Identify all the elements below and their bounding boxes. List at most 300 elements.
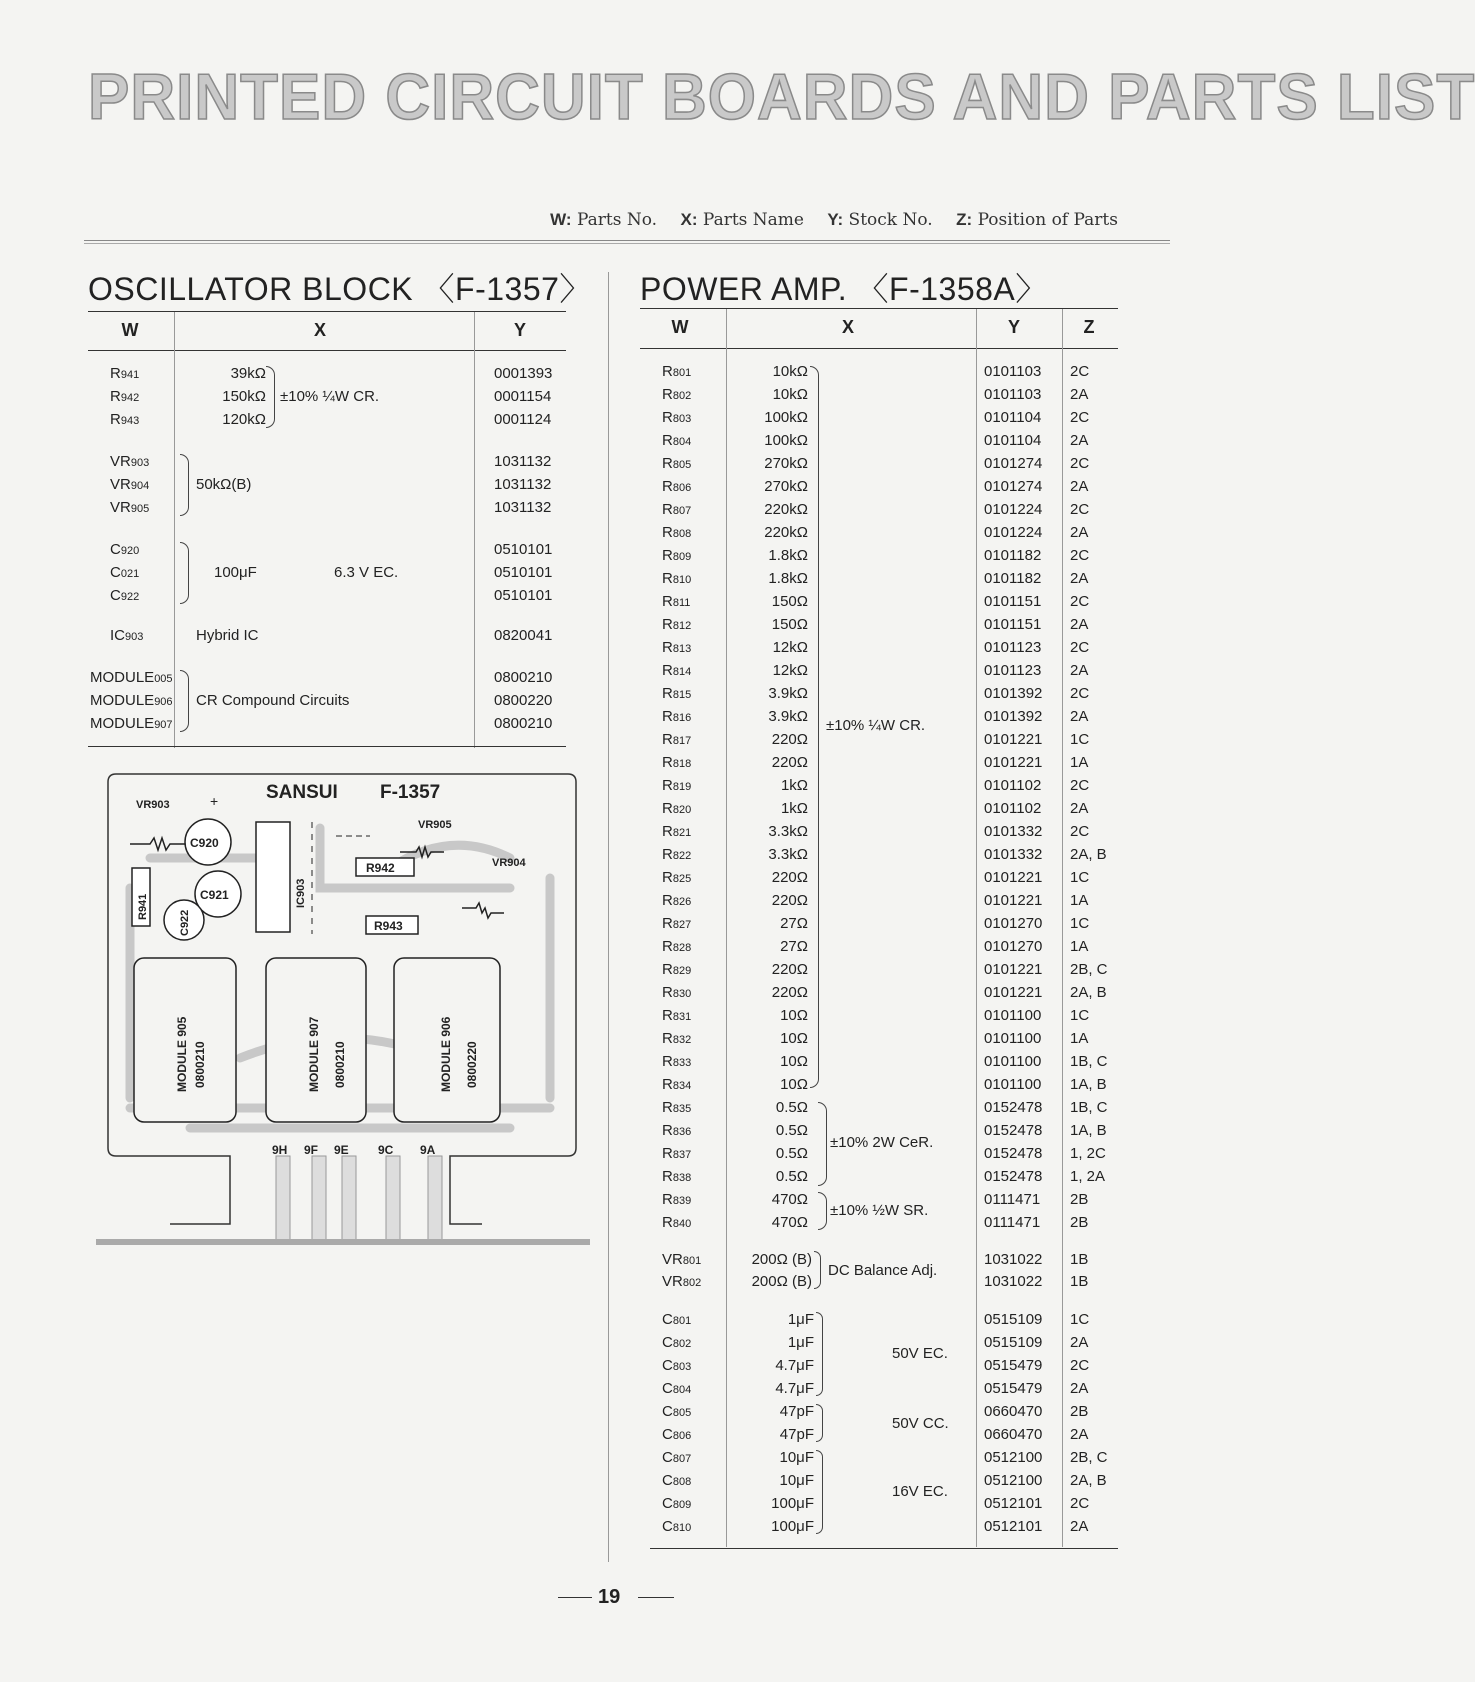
- stock-number: 0101392: [984, 708, 1043, 725]
- table-row: [662, 1517, 691, 1538]
- part-prefix: R: [662, 1076, 673, 1093]
- stock-number: 0515109: [984, 1311, 1043, 1328]
- label-r941: R941: [137, 893, 149, 920]
- part-prefix: C: [662, 1426, 673, 1443]
- position-code: 2C: [1070, 1357, 1090, 1374]
- group-brace: [180, 670, 189, 732]
- part-value: 270kΩ: [764, 478, 808, 495]
- stock-number: 0101182: [984, 570, 1042, 587]
- part-prefix: R: [662, 708, 673, 725]
- part-prefix: R: [662, 662, 673, 679]
- power-cap-spec-3: 16V EC.: [892, 1483, 948, 1500]
- stock-number: 0101100: [984, 1007, 1042, 1024]
- label-r943: R943: [374, 919, 403, 933]
- stock-number: 0101221: [984, 731, 1043, 748]
- table-row: [662, 1121, 691, 1142]
- part-spec-rating: 6.3 V EC.: [334, 564, 399, 581]
- stock-number: 0101102: [984, 777, 1042, 794]
- power-vr-spec: DC Balance Adj.: [828, 1262, 938, 1279]
- part-value: 27Ω: [780, 915, 808, 932]
- part-number: 840: [672, 1218, 692, 1230]
- table-row: [662, 845, 691, 866]
- table-row: [662, 776, 691, 797]
- stock-number: 0152478: [984, 1099, 1043, 1116]
- table-row: [662, 1448, 691, 1469]
- stock-number: 0510101: [494, 541, 553, 558]
- part-number: 818: [672, 758, 692, 770]
- table-row: [110, 540, 139, 561]
- part-number: 821: [672, 827, 692, 839]
- table-row: [110, 563, 139, 584]
- part-number: 802: [672, 390, 692, 402]
- part-value: 10μF: [779, 1472, 814, 1489]
- label-module-907-stock: 0800210: [333, 1041, 347, 1088]
- group-brace: [816, 1404, 823, 1442]
- table-row: [110, 387, 139, 408]
- part-prefix: C: [662, 1357, 673, 1374]
- connector-pin: [428, 1156, 442, 1244]
- part-value: 0.5Ω: [775, 1168, 808, 1185]
- legend-y-key: Y:: [827, 210, 844, 229]
- table-row: [662, 431, 691, 452]
- stock-number: 0101221: [984, 892, 1043, 909]
- position-code: 2A: [1070, 478, 1089, 495]
- part-prefix: MODULE: [90, 669, 155, 686]
- stock-number: 0101151: [984, 593, 1042, 610]
- group-brace: [180, 454, 189, 516]
- position-code: 1B: [1070, 1251, 1089, 1268]
- part-number: 803: [672, 413, 692, 425]
- part-spec: 100μF: [214, 564, 257, 581]
- legend-x-text: Parts Name: [702, 210, 804, 230]
- table-row: [110, 410, 139, 431]
- table-row: [662, 1006, 691, 1027]
- part-value: 47pF: [779, 1426, 814, 1443]
- group-brace: [814, 1251, 821, 1289]
- part-value: 1kΩ: [780, 777, 808, 794]
- power-header-x: X: [841, 317, 854, 337]
- part-number: 808: [672, 1476, 692, 1488]
- stock-number: 1031022: [984, 1273, 1043, 1290]
- stock-number: 0101100: [984, 1053, 1042, 1070]
- table-row: [90, 691, 173, 712]
- position-code: 2A: [1070, 616, 1089, 633]
- position-code: 1C: [1070, 915, 1090, 932]
- label-plus: +: [210, 793, 219, 809]
- position-code: 1C: [1070, 731, 1090, 748]
- legend-z-key: Z:: [956, 210, 973, 229]
- part-number: 801: [672, 1315, 692, 1327]
- position-code: 1C: [1070, 1311, 1090, 1328]
- group-brace: [816, 1312, 823, 1396]
- stock-number: 0800210: [494, 669, 553, 686]
- part-number: 814: [672, 666, 692, 678]
- table-row: [662, 891, 691, 912]
- position-code: 1A: [1070, 754, 1089, 771]
- position-code: 1B, C: [1070, 1053, 1108, 1070]
- part-number: 005: [154, 673, 173, 685]
- part-value: 3.9kΩ: [768, 708, 808, 725]
- label-module-905-stock: 0800210: [193, 1041, 207, 1088]
- part-prefix: R: [110, 365, 121, 382]
- part-prefix: R: [662, 892, 673, 909]
- position-code: 1A, B: [1070, 1122, 1107, 1139]
- power-cap-spec-1: 50V EC.: [892, 1345, 948, 1362]
- power-header-z: Z: [1083, 317, 1095, 337]
- position-code: 1, 2A: [1070, 1168, 1106, 1185]
- table-row: [662, 362, 691, 383]
- stock-number: 0101151: [984, 616, 1042, 633]
- label-module-905: MODULE 905: [175, 1016, 189, 1092]
- table-row: [662, 1272, 701, 1293]
- stock-number: 0101332: [984, 823, 1043, 840]
- position-code: 1A, B: [1070, 1076, 1107, 1093]
- position-code: 2A: [1070, 1334, 1089, 1351]
- stock-number: 0101270: [984, 915, 1043, 932]
- label-c922: C922: [179, 909, 191, 936]
- table-row: [90, 714, 173, 735]
- position-code: 2C: [1070, 685, 1090, 702]
- part-prefix: R: [662, 915, 673, 932]
- part-value: 1.8kΩ: [768, 547, 808, 564]
- table-row: [110, 452, 149, 473]
- stock-number: 0001124: [494, 411, 552, 428]
- stock-number: 0101332: [984, 846, 1043, 863]
- part-prefix: C: [662, 1495, 673, 1512]
- column-divider: [608, 272, 609, 1562]
- part-number: 833: [672, 1057, 692, 1069]
- legend-z-text: Position of Parts: [977, 210, 1118, 230]
- stock-number: 0515109: [984, 1334, 1043, 1351]
- stock-number: 0660470: [984, 1403, 1043, 1420]
- part-prefix: R: [662, 478, 673, 495]
- table-row: [662, 1333, 691, 1354]
- position-code: 2C: [1070, 501, 1090, 518]
- pin-9e: 9E: [334, 1143, 349, 1157]
- part-number: 943: [120, 415, 140, 427]
- part-value: 200Ω (B): [751, 1273, 812, 1290]
- part-prefix: R: [662, 754, 673, 771]
- part-prefix: R: [662, 1122, 673, 1139]
- pcb-diagram: [90, 768, 590, 1248]
- part-value: 1.8kΩ: [768, 570, 808, 587]
- table-row: [662, 615, 691, 636]
- column-legend: [550, 210, 1118, 230]
- part-value: 270kΩ: [764, 455, 808, 472]
- part-number: 805: [672, 1407, 692, 1419]
- part-prefix: R: [662, 1030, 673, 1047]
- label-ic903: IC903: [295, 878, 307, 908]
- position-code: 2B: [1070, 1403, 1089, 1420]
- part-value: 10Ω: [780, 1076, 808, 1093]
- part-prefix: R: [662, 386, 673, 403]
- part-number: 804: [672, 436, 692, 448]
- part-number: 822: [672, 850, 692, 862]
- stock-number: 0101221: [984, 961, 1043, 978]
- pin-9f: 9F: [304, 1143, 319, 1157]
- part-number: 802: [672, 1338, 692, 1350]
- part-number: 807: [672, 1453, 692, 1465]
- stock-number: 0101224: [984, 501, 1043, 518]
- part-prefix: R: [662, 593, 673, 610]
- legend-w-text: Parts No.: [576, 210, 658, 230]
- stock-number: 0512100: [984, 1472, 1043, 1489]
- part-prefix: R: [662, 455, 673, 472]
- part-value: 200Ω (B): [751, 1251, 812, 1268]
- position-code: 2C: [1070, 409, 1090, 426]
- table-row: [662, 914, 691, 935]
- part-value: 10kΩ: [772, 386, 808, 403]
- legend-w-key: W:: [550, 210, 572, 229]
- part-prefix: IC: [110, 627, 125, 644]
- part-prefix: VR: [110, 453, 131, 470]
- stock-number: 0152478: [984, 1122, 1043, 1139]
- page-number-rule-left: [558, 1597, 592, 1598]
- part-prefix: C: [110, 587, 121, 604]
- part-number: 904: [130, 480, 150, 492]
- part-value: 27Ω: [780, 938, 808, 955]
- part-value: 120kΩ: [222, 411, 266, 428]
- part-prefix: C: [662, 1311, 673, 1328]
- label-vr903: VR903: [136, 799, 170, 811]
- position-code: 2A: [1070, 662, 1089, 679]
- part-prefix: R: [662, 800, 673, 817]
- part-value: 470Ω: [771, 1191, 808, 1208]
- part-prefix: R: [662, 1191, 673, 1208]
- label-c920: C920: [190, 836, 219, 850]
- part-number: 805: [672, 459, 692, 471]
- part-number: 806: [672, 482, 692, 494]
- stock-number: 0660470: [984, 1426, 1043, 1443]
- part-value: 220Ω: [771, 869, 808, 886]
- stock-number: 0101123: [984, 639, 1042, 656]
- table-row: [110, 475, 149, 496]
- part-value: 10Ω: [780, 1007, 808, 1024]
- table-row: [662, 1494, 691, 1515]
- label-module-907: MODULE 907: [307, 1016, 321, 1092]
- position-code: 2B, C: [1070, 1449, 1108, 1466]
- power-col-sep-1: [726, 309, 727, 1547]
- pcb-brand: SANSUI: [266, 782, 338, 803]
- part-prefix: R: [662, 1099, 673, 1116]
- stock-number: 0101104: [984, 409, 1042, 426]
- connector-pin: [342, 1156, 356, 1244]
- part-number: 807: [672, 505, 692, 517]
- label-module-906-stock: 0800220: [465, 1041, 479, 1088]
- part-prefix: R: [662, 409, 673, 426]
- stock-number: 0515479: [984, 1357, 1043, 1374]
- position-code: 2A: [1070, 708, 1089, 725]
- part-prefix: VR: [110, 499, 131, 516]
- part-number: 801: [682, 1255, 702, 1267]
- part-value: 100μF: [771, 1518, 814, 1535]
- part-value: 4.7μF: [775, 1380, 814, 1397]
- part-prefix: R: [662, 1007, 673, 1024]
- table-row: [662, 408, 691, 429]
- stock-number: 0101270: [984, 938, 1043, 955]
- position-code: 1A: [1070, 1030, 1089, 1047]
- stock-number: 0101182: [984, 547, 1042, 564]
- part-value: 3.9kΩ: [768, 685, 808, 702]
- ic-ic903: [256, 822, 290, 932]
- part-value: Hybrid IC: [196, 627, 259, 644]
- group-brace: [266, 366, 275, 428]
- stock-number: 0101221: [984, 869, 1043, 886]
- part-number: 903: [125, 631, 144, 643]
- group-brace: [180, 542, 189, 604]
- part-value: 220kΩ: [764, 501, 808, 518]
- table-row: [662, 1425, 691, 1446]
- part-number: 907: [154, 719, 173, 731]
- osc-header-w: W: [121, 320, 139, 340]
- part-prefix: R: [662, 524, 673, 541]
- part-prefix: R: [110, 388, 121, 405]
- table-row: [662, 1250, 701, 1271]
- legend-y-text: Stock No.: [848, 210, 933, 230]
- part-prefix: C: [662, 1472, 673, 1489]
- osc-header-x: X: [313, 320, 326, 340]
- page-number: 19: [598, 1586, 621, 1608]
- table-row: [662, 1213, 691, 1234]
- stock-number: 0101103: [984, 363, 1042, 380]
- table-row: [662, 1402, 691, 1423]
- stock-number: 0101102: [984, 800, 1042, 817]
- part-number: 836: [672, 1126, 692, 1138]
- part-prefix: R: [662, 685, 673, 702]
- table-row: [110, 364, 139, 385]
- part-prefix: C: [662, 1380, 673, 1397]
- power-col-sep-2: [976, 309, 977, 1547]
- part-number: 838: [672, 1172, 692, 1184]
- stock-number: 0101274: [984, 478, 1043, 495]
- stock-number: 0101221: [984, 984, 1043, 1001]
- part-value: 10μF: [779, 1449, 814, 1466]
- position-code: 1C: [1070, 869, 1090, 886]
- part-prefix: R: [662, 1168, 673, 1185]
- part-prefix: C: [662, 1518, 673, 1535]
- stock-number: 0152478: [984, 1168, 1043, 1185]
- part-prefix: C: [110, 541, 121, 558]
- part-prefix: MODULE: [90, 715, 155, 732]
- group-brace: [818, 1102, 827, 1186]
- part-value: 220Ω: [771, 892, 808, 909]
- table-row: [110, 586, 139, 607]
- pcb-model: F-1357: [380, 782, 441, 803]
- table-row: [662, 500, 691, 521]
- part-value: 100kΩ: [764, 432, 808, 449]
- connector-pin: [386, 1156, 400, 1244]
- position-code: 1C: [1070, 1007, 1090, 1024]
- position-code: 2C: [1070, 1495, 1090, 1512]
- part-value: 100μF: [771, 1495, 814, 1512]
- stock-number: 0510101: [494, 587, 553, 604]
- table-row: [662, 1075, 691, 1096]
- stock-number: 0001154: [494, 388, 552, 405]
- osc-col-sep-2: [474, 312, 475, 748]
- group-brace: [810, 366, 819, 1088]
- table-row: [662, 1098, 691, 1119]
- part-number: 809: [672, 1499, 692, 1511]
- table-row: [662, 730, 691, 751]
- osc-header-y: Y: [513, 320, 526, 340]
- stock-number: 1031132: [494, 476, 552, 493]
- part-prefix: R: [662, 639, 673, 656]
- part-prefix: R: [662, 823, 673, 840]
- part-number: 839: [672, 1195, 692, 1207]
- part-prefix: R: [662, 363, 673, 380]
- table-row: [662, 960, 691, 981]
- part-value: 220Ω: [771, 984, 808, 1001]
- osc-table-bottom-rule: [88, 746, 566, 747]
- label-vr905: VR905: [418, 819, 452, 831]
- part-prefix: R: [662, 869, 673, 886]
- position-code: 2A, B: [1070, 846, 1107, 863]
- table-row: [662, 1471, 691, 1492]
- stock-number: 0101123: [984, 662, 1042, 679]
- stock-number: 1031022: [984, 1251, 1043, 1268]
- part-prefix: R: [662, 616, 673, 633]
- pin-9c: 9C: [378, 1143, 394, 1157]
- oscillator-title: OSCILLATOR BLOCK 〈F-1357〉: [88, 271, 592, 307]
- table-row: [662, 546, 691, 567]
- part-value: 0.5Ω: [775, 1145, 808, 1162]
- part-prefix: R: [662, 432, 673, 449]
- table-row: [662, 477, 691, 498]
- power-table-bottom-rule: [650, 1548, 1118, 1549]
- part-number: 808: [672, 528, 692, 540]
- part-number: 813: [672, 643, 692, 655]
- position-code: 2A, B: [1070, 984, 1107, 1001]
- stock-number: 0101103: [984, 386, 1042, 403]
- power-spec-cer: ±10% 2W CeR.: [830, 1134, 934, 1151]
- header-rule-2: [84, 243, 1170, 244]
- part-prefix: R: [662, 1214, 673, 1231]
- pin-9a: 9A: [420, 1143, 436, 1157]
- part-value: 3.3kΩ: [768, 823, 808, 840]
- page-number-rule-right: [638, 1597, 674, 1598]
- part-prefix: VR: [110, 476, 131, 493]
- page-title: PRINTED CIRCUIT BOARDS AND PARTS LIST: [88, 61, 1475, 134]
- table-row: [662, 684, 691, 705]
- stock-number: 0800220: [494, 692, 553, 709]
- table-row: [662, 385, 691, 406]
- part-value: 12kΩ: [772, 639, 808, 656]
- stock-number: 0101224: [984, 524, 1043, 541]
- table-row: [662, 1379, 691, 1400]
- part-prefix: R: [110, 411, 121, 428]
- stock-number: 0101221: [984, 754, 1043, 771]
- position-code: 1A: [1070, 892, 1089, 909]
- part-number: 809: [672, 551, 692, 563]
- stock-number: 0001393: [494, 365, 553, 382]
- part-value: 1kΩ: [780, 800, 808, 817]
- part-value: 10kΩ: [772, 363, 808, 380]
- part-value: 220Ω: [771, 961, 808, 978]
- vr903-symbol: [130, 838, 186, 850]
- table-row: [662, 1052, 691, 1073]
- stock-number: 0512101: [984, 1495, 1043, 1512]
- table-row: [662, 1167, 691, 1188]
- part-value: 47pF: [779, 1403, 814, 1420]
- part-prefix: R: [662, 938, 673, 955]
- position-code: 2C: [1070, 593, 1090, 610]
- part-prefix: R: [662, 1145, 673, 1162]
- part-prefix: C: [110, 564, 121, 581]
- stock-number: 0800210: [494, 715, 553, 732]
- part-prefix: C: [662, 1403, 673, 1420]
- part-value: 1μF: [787, 1334, 814, 1351]
- table-row: [662, 937, 691, 958]
